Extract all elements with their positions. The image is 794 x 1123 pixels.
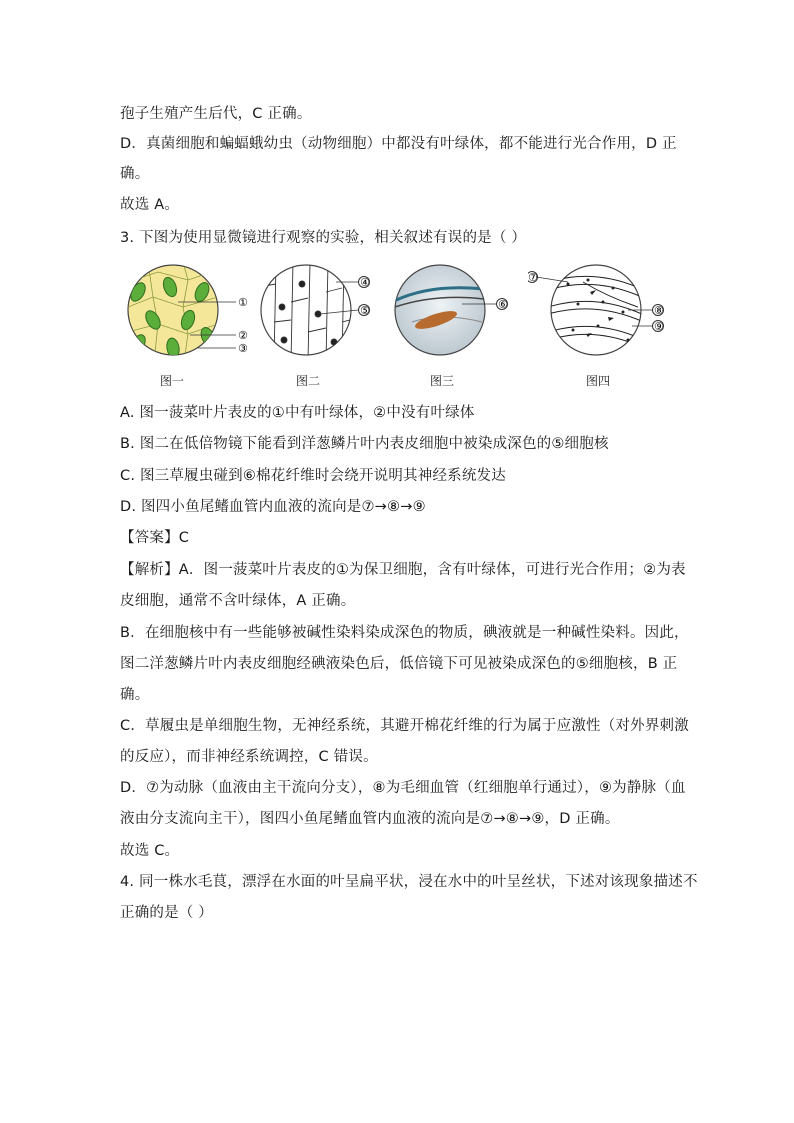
caption-figure-2: 图二: [296, 374, 321, 388]
caption-figure-3: 图三: [430, 374, 455, 388]
figure-1-leaf-epidermis: [118, 262, 268, 367]
option-d: D. 图四小鱼尾鳍血管内血液的流向是⑦→⑧→⑨: [120, 499, 426, 515]
question-4-stem: 4. 同一株水毛茛，漂浮在水面的叶呈扁平状，浸在水中的叶呈丝状，下述对该现象描述不: [120, 874, 698, 890]
option-b: B. 图二在低倍物镜下能看到洋葱鳞片叶内表皮细胞中被染成深色的⑤细胞核: [120, 436, 609, 452]
text-line: 确。: [120, 166, 150, 182]
label-2: ②: [238, 329, 248, 342]
answer: 【答案】C: [120, 530, 190, 546]
label-8: ⑧: [654, 304, 664, 317]
analysis-line: 的反应），而非神经系统调控，C 错误。: [120, 749, 378, 765]
analysis-line: D．⑦为动脉（血液由主干流向分支），⑧为毛细血管（红细胞单行通过），⑨为静脉（血: [120, 780, 686, 796]
analysis-line: 液由分支流向主干），图四小鱼尾鳍血管内血液的流向是⑦→⑧→⑨，D 正确。: [120, 811, 620, 827]
analysis-line: C．草履虫是单细胞生物，无神经系统，其避开棉花纤维的行为属于应激性（对外界刺激: [120, 718, 689, 734]
label-7: ⑦: [528, 271, 538, 284]
analysis-line: 确。: [120, 687, 150, 703]
figure-2-onion-cells: [258, 262, 388, 367]
question-4-stem: 正确的是（ ）: [120, 905, 214, 921]
question-3-stem: 3. 下图为使用显微镜进行观察的实验，相关叙述有误的是（ ）: [120, 230, 527, 246]
label-5: ⑤: [360, 304, 370, 317]
figure-3-paramecium: [392, 262, 522, 367]
text-line: D．真菌细胞和蝙蝠蛾幼虫（动物细胞）中都没有叶绿体，都不能进行光合作用，D 正: [120, 136, 677, 152]
caption-figure-4: 图四: [586, 374, 611, 388]
caption-figure-1: 图一: [160, 374, 185, 388]
microscope-figures: [118, 262, 678, 392]
label-9: ⑨: [654, 320, 664, 333]
analysis-line: 【解析】A．图一菠菜叶片表皮的①为保卫细胞，含有叶绿体，可进行光合作用；②为表: [120, 562, 686, 578]
text-line: 孢子生殖产生后代，C 正确。: [120, 106, 312, 122]
label-4: ④: [360, 276, 370, 289]
final-choice: 故选 C。: [120, 843, 180, 859]
option-a: A. 图一菠菜叶片表皮的①中有叶绿体，②中没有叶绿体: [120, 405, 475, 421]
text-line: 故选 A。: [120, 197, 180, 213]
analysis-line: 皮细胞，通常不含叶绿体，A 正确。: [120, 593, 356, 609]
analysis-line: 图二洋葱鳞片叶内表皮细胞经碘液染色后，低倍镜下可见被染成深色的⑤细胞核，B 正: [120, 656, 678, 672]
figure-4-fish-tail-blood-vessels: [528, 262, 678, 367]
label-3: ③: [238, 342, 248, 355]
option-c: C. 图三草履虫碰到⑥棉花纤维时会绕开说明其神经系统发达: [120, 468, 506, 484]
label-1: ①: [238, 296, 248, 309]
analysis-line: B．在细胞核中有一些能够被碱性染料染成深色的物质，碘液就是一种碱性染料。因此，: [120, 625, 689, 641]
label-6: ⑥: [498, 298, 508, 311]
